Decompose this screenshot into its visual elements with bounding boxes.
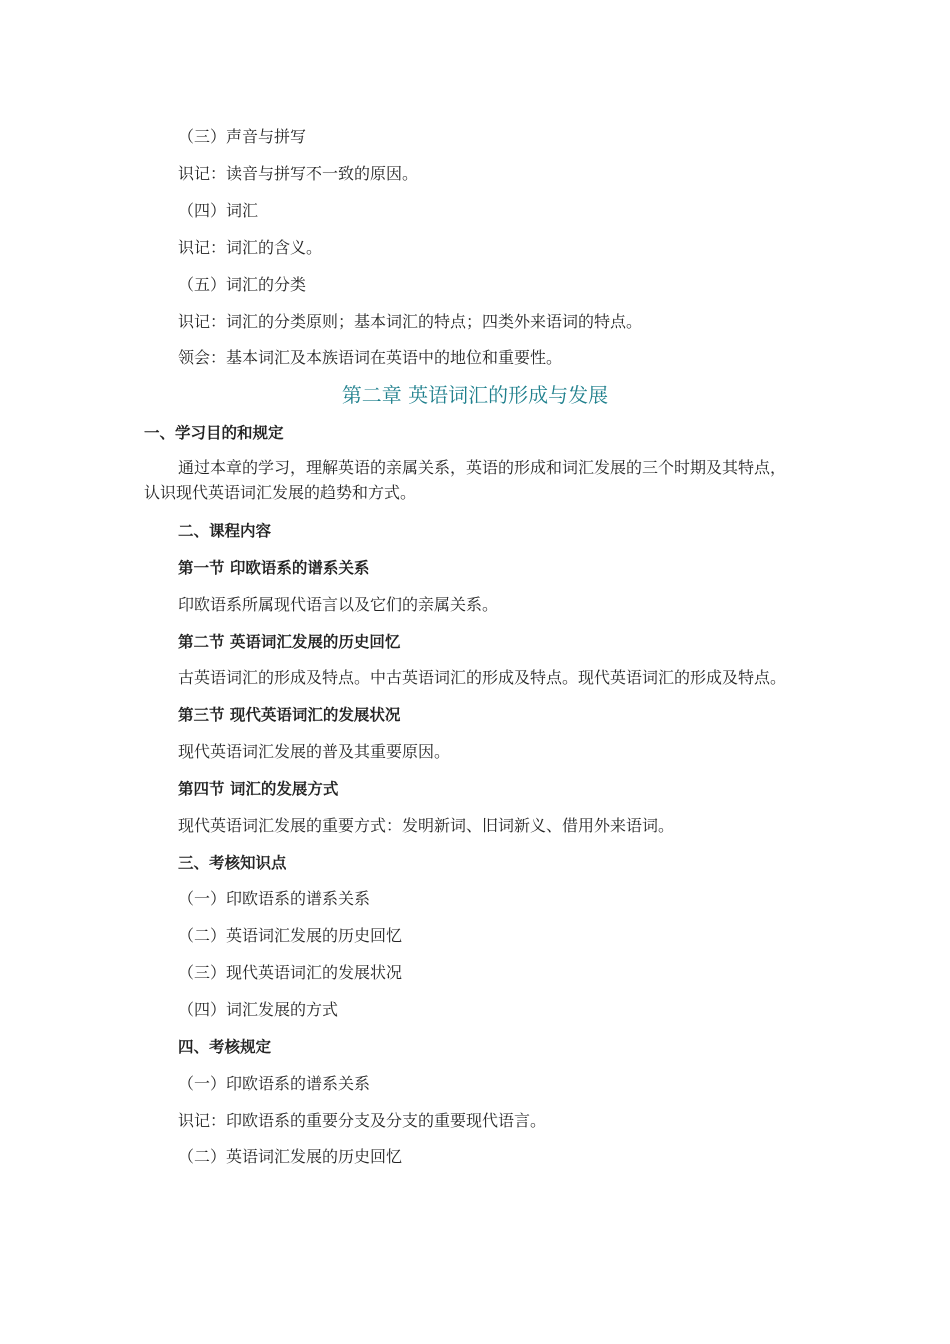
requirements-item1-heading: （一）印欧语系的谱系关系 [178,1074,371,1093]
section-title: 第二节 英语词汇发展的历史回忆 [178,633,401,651]
item3-memorize-text: 识记：读音与拼写不一致的原因。 [178,164,419,183]
knowledge-point-item: （三）现代英语词汇的发展状况 [178,963,403,982]
objectives-paragraph-line2: 认识现代英语词汇发展的趋势和方式。 [144,483,417,502]
content-heading: 二、课程内容 [178,522,272,540]
knowledge-points-heading: 三、考核知识点 [178,854,287,872]
knowledge-point-item: （四）词汇发展的方式 [178,1000,339,1019]
objectives-paragraph-line1: 通过本章的学习，理解英语的亲属关系，英语的形成和词汇发展的三个时期及其特点， [178,458,787,477]
requirements-item1-memorize: 识记：印欧语系的重要分支及分支的重要现代语言。 [178,1111,547,1130]
item4-heading: （四）词汇 [178,201,259,220]
item5-heading: （五）词汇的分类 [178,275,307,294]
section-text: 现代英语词汇发展的重要方式：发明新词、旧词新义、借用外来语词。 [178,816,675,835]
objectives-heading: 一、学习目的和规定 [144,424,284,442]
knowledge-point-item: （二）英语词汇发展的历史回忆 [178,926,403,945]
section-title: 第四节 词汇的发展方式 [178,780,339,798]
section-title: 第一节 印欧语系的谱系关系 [178,559,370,577]
requirements-item2-heading: （二）英语词汇发展的历史回忆 [178,1147,403,1166]
item4-memorize-text: 识记：词汇的含义。 [178,238,323,257]
section-text: 古英语词汇的形成及特点。中古英语词汇的形成及特点。现代英语词汇的形成及特点。 [178,668,787,687]
item5-memorize-text: 识记：词汇的分类原则；基本词汇的特点；四类外来语词的特点。 [178,312,643,331]
chapter-title: 第二章 英语词汇的形成与发展 [341,383,609,407]
item3-heading: （三）声音与拼写 [178,127,307,146]
requirements-heading: 四、考核规定 [178,1038,272,1056]
item5-understand-text: 领会：基本词汇及本族语词在英语中的地位和重要性。 [178,348,563,367]
knowledge-point-item: （一）印欧语系的谱系关系 [178,889,371,908]
section-text: 现代英语词汇发展的普及其重要原因。 [178,742,451,761]
section-title: 第三节 现代英语词汇的发展状况 [178,706,401,724]
section-text: 印欧语系所属现代语言以及它们的亲属关系。 [178,595,499,614]
